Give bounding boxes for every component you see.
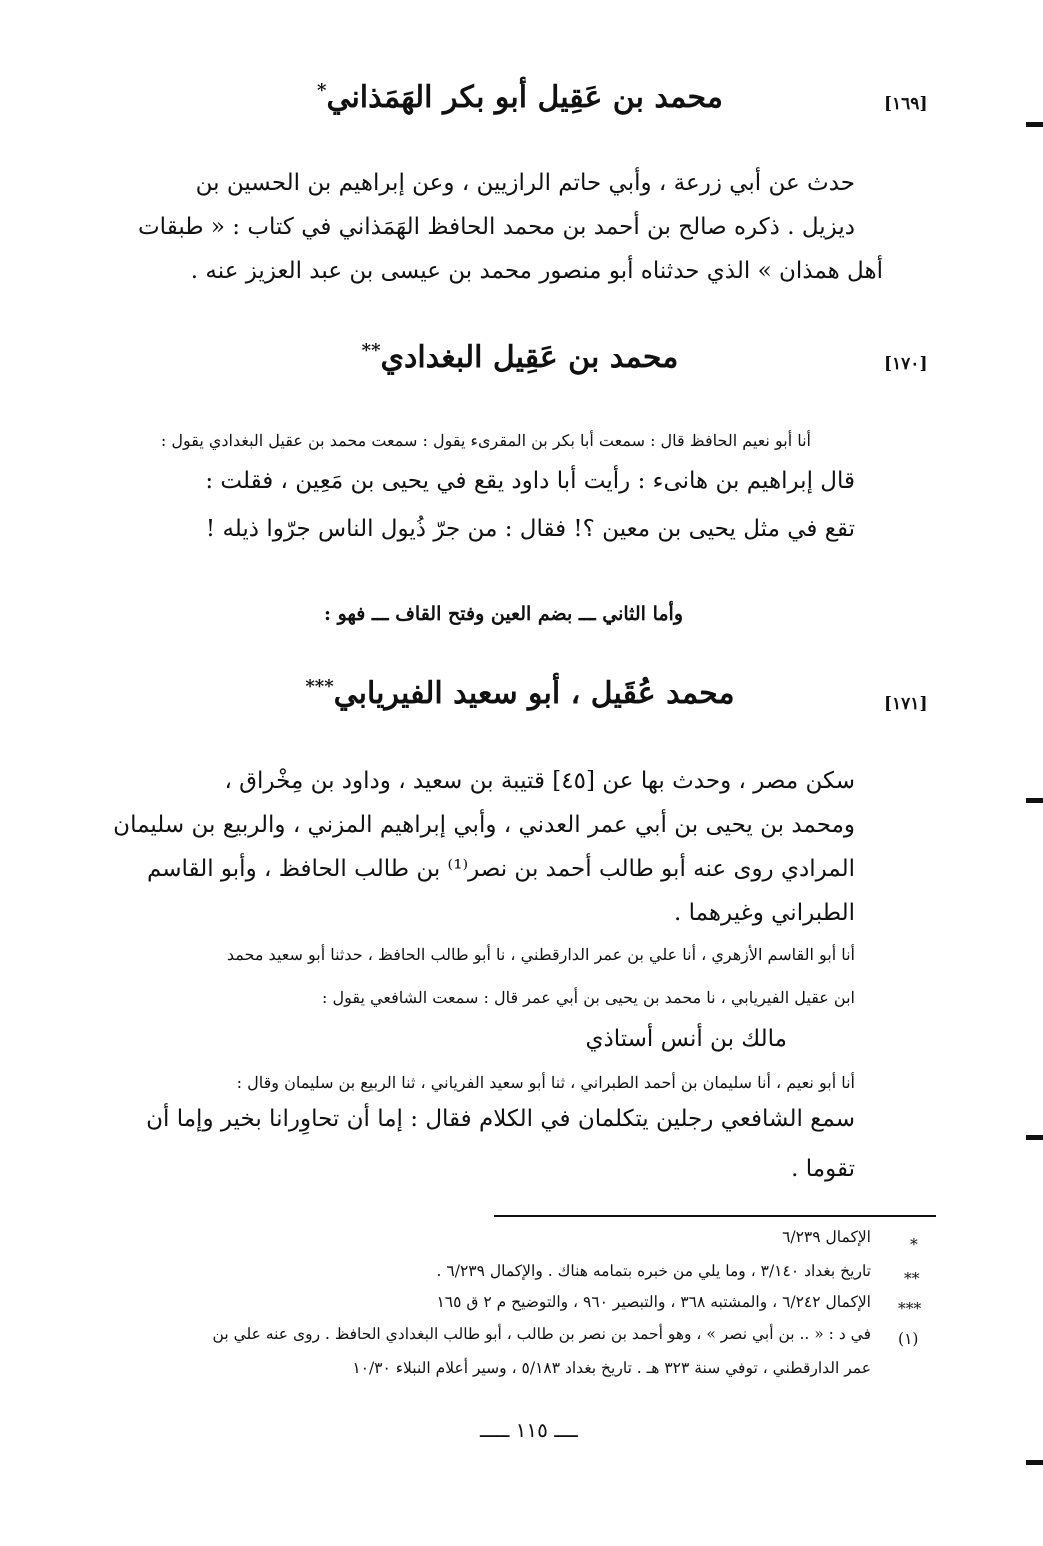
entry-title: محمد عُقَيل ، أبو سعيد الفيريابي bbox=[333, 676, 735, 711]
isnad-line: أنا أبو نعيم الحافظ قال : سمعت أبا بكر بن المقرىء يقول : سمعت محمد بن عقيل البغدادي يقول : bbox=[160, 431, 811, 450]
isnad-line: أنا أبو نعيم ، أنا سليمان بن أحمد الطبراني ، ثنا أبو سعيد الفرياني ، ثنا الربيع بن سليمان وقال : bbox=[236, 1073, 855, 1092]
page-number: ــــ ١١٥ ـــــ bbox=[480, 1418, 578, 1442]
section-transition: وأما الثاني ـــ بضم العين وفتح القاف ـــ فهو : bbox=[324, 603, 683, 625]
footnote-text: الإكمال ٦/٢٤٢ ، والمشتبه ٣٦٨ ، والتبصير ٩٦٠ ، والتوضيح م ٢ ق ١٦٥ bbox=[436, 1293, 871, 1311]
entry-number: [١٧١] bbox=[884, 694, 928, 714]
text-line: ديزيل . ذكره صالح بن أحمد بن محمد الحافظ الهَمَذاني في كتاب : « طبقات bbox=[138, 214, 855, 240]
quote-line: تقوما . bbox=[791, 1156, 855, 1182]
entry-heading bbox=[250, 340, 790, 375]
isnad-line: ابن عقيل الفيريابي ، نا محمد بن يحيى بن أبي عمر قال : سمعت الشافعي يقول : bbox=[322, 988, 855, 1007]
text-line: حدث عن أبي زرعة ، وأبي حاتم الرازيين ، وعن إبراهيم بن الحسين بن bbox=[195, 170, 855, 196]
footnote-text: في د : « .. بن أبي نصر » ، وهو أحمد بن نصر بن طالب ، أبو طالب البغدادي الحافظ . روى عنه علي بن bbox=[212, 1325, 871, 1343]
margin-mark bbox=[1026, 122, 1043, 127]
entry-heading bbox=[250, 676, 790, 711]
footnote-mark: *** bbox=[898, 1300, 922, 1318]
text-line: الطبراني وغيرهما . bbox=[674, 900, 855, 926]
footnote-marker: ** bbox=[361, 340, 381, 361]
margin-mark bbox=[1026, 1135, 1043, 1140]
margin-mark bbox=[1026, 1460, 1043, 1465]
entry-title: محمد بن عَقِيل البغدادي bbox=[380, 340, 679, 375]
footnote-marker: * bbox=[317, 80, 327, 101]
text-line: أهل همذان » الذي حدثناه أبو منصور محمد بن عيسى بن عبد العزيز عنه . bbox=[190, 258, 883, 284]
margin-mark bbox=[1026, 798, 1043, 803]
text-line: قال إبراهيم بن هانىء : رأيت أبا داود يقع في يحيى بن مَعِين ، فقلت : bbox=[205, 468, 855, 494]
footnote-marker: *** bbox=[305, 676, 334, 697]
entry-number: [١٧٠] bbox=[884, 354, 928, 374]
footnote-rule bbox=[494, 1215, 936, 1217]
footnote-mark: ** bbox=[904, 1270, 920, 1288]
text-line: ومحمد بن يحيى بن أبي عمر العدني ، وأبي إبراهيم المزني ، والربيع بن سليمان bbox=[113, 812, 855, 838]
quote-line: مالك بن أنس أستاذي bbox=[585, 1026, 787, 1052]
footnote-mark: * bbox=[910, 1236, 918, 1254]
text-line: المرادي روى عنه أبو طالب أحمد بن نصر⁽¹⁾ بن طالب الحافظ ، وأبو القاسم bbox=[146, 856, 855, 882]
text-line: تقع في مثل يحيى بن معين ؟! فقال : من جرّ ذُيول الناس جرّوا ذيله ! bbox=[205, 516, 855, 542]
footnote-text: عمر الدارقطني ، توفي سنة ٣٢٣ هـ . تاريخ بغداد ٥/١٨٣ ، وسير أعلام النبلاء ١٠/٣٠ bbox=[352, 1359, 871, 1377]
footnote-text: تاريخ بغداد ٣/١٤٠ ، وما يلي من خبره بتمامه هناك . والإكمال ٦/٢٣٩ . bbox=[436, 1262, 871, 1280]
entry-heading bbox=[250, 80, 790, 115]
isnad-line: أنا أبو القاسم الأزهري ، أنا علي بن عمر الدارقطني ، نا أبو طالب الحافظ ، حدثنا أبو سعيد محمد bbox=[226, 945, 855, 964]
entry-number: [١٦٩] bbox=[884, 94, 928, 114]
text-line: سكن مصر ، وحدث بها عن [٤٥] قتيبة بن سعيد ، وداود بن مِخْراق ، bbox=[224, 768, 855, 794]
footnote-mark: (١) bbox=[898, 1330, 919, 1348]
quote-line: سمع الشافعي رجلين يتكلمان في الكلام فقال : إما أن تحاوِرانا بخير وإما أن bbox=[146, 1106, 855, 1132]
entry-title: محمد بن عَقِيل أبو بكر الهَمَذاني bbox=[326, 80, 723, 115]
footnote-text: الإكمال ٦/٢٣٩ bbox=[782, 1228, 871, 1246]
